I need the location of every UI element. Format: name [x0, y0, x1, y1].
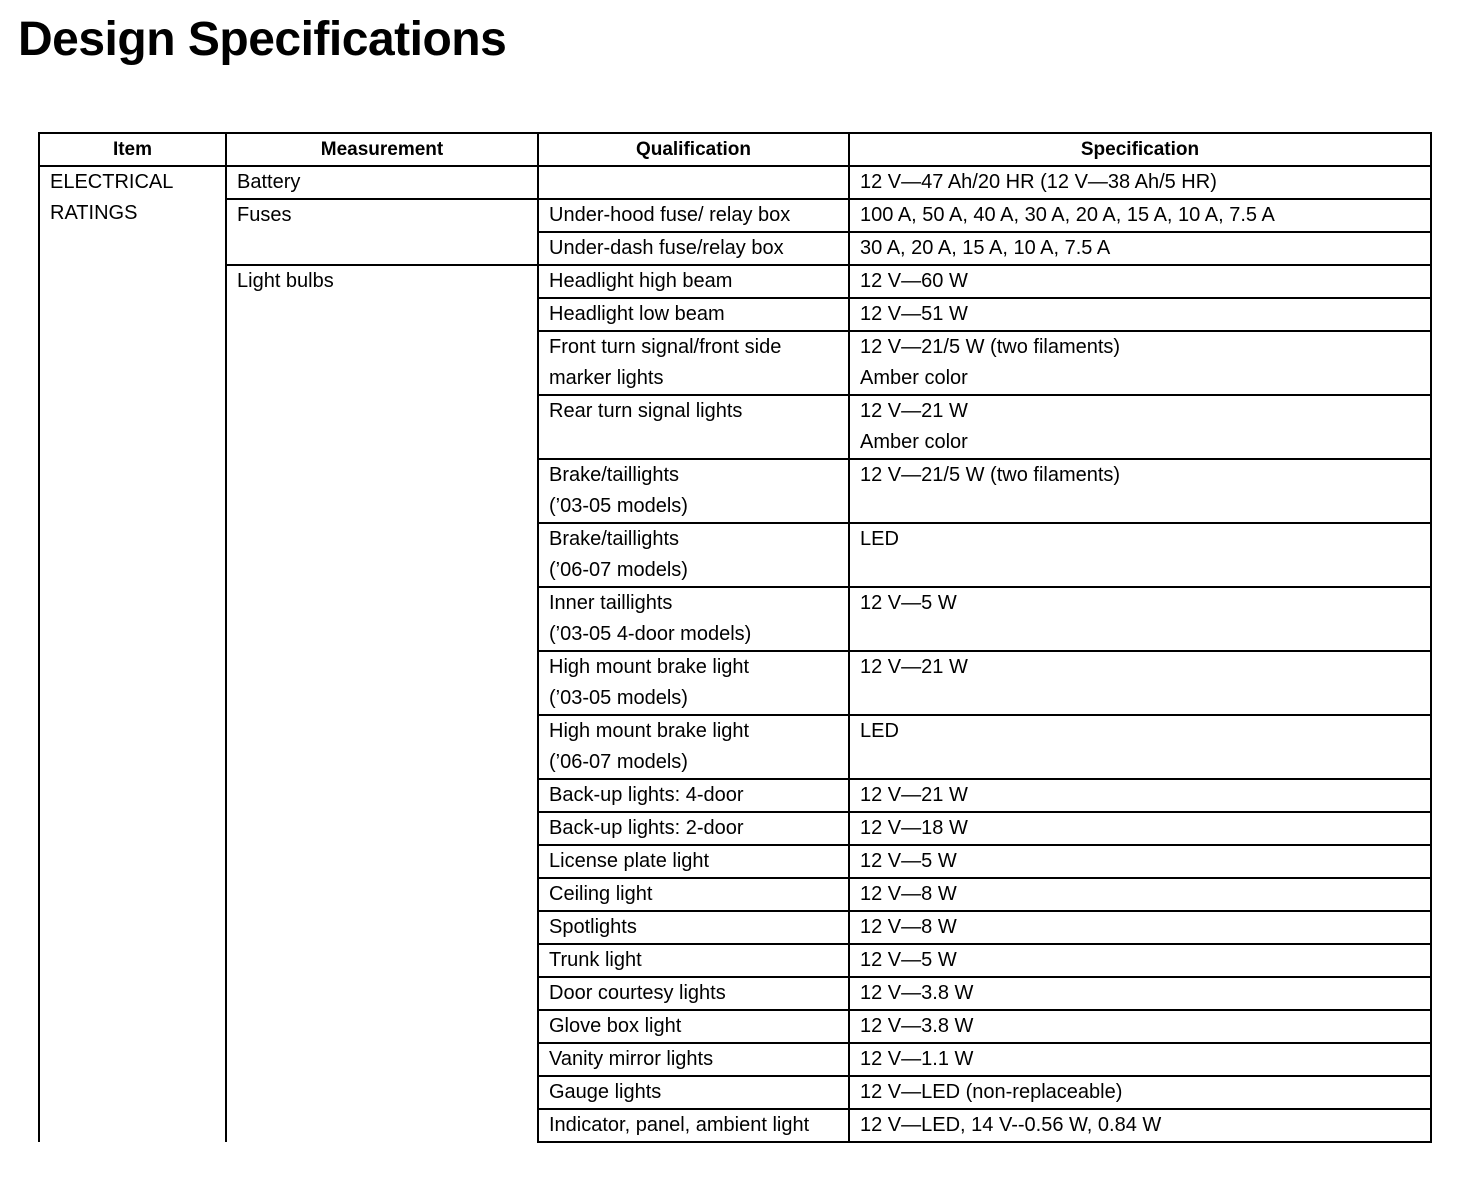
qual-line-1: Brake/taillights: [549, 464, 680, 486]
qualification-cell: [538, 779, 849, 812]
spec-line-1: LED: [860, 528, 899, 550]
qual-line-1: High mount brake light: [549, 720, 750, 742]
spec-line-1: 12 V—21 W: [860, 400, 968, 422]
specification-cell: [849, 232, 1431, 265]
spec-line-2: Amber color: [860, 431, 968, 453]
spec-line-1: LED: [860, 720, 899, 742]
specification-cell: [849, 331, 1431, 395]
specification-cell: [849, 651, 1431, 715]
measurement-fuses: Fuses: [226, 199, 538, 265]
qualification-cell: [538, 944, 849, 977]
qual-line-2: (’03-05 models): [549, 495, 688, 517]
page-title: Design Specifications: [18, 13, 507, 66]
spec-line-1: 12 V—5 W: [860, 592, 957, 614]
spec-line-1: 12 V—47 Ah/20 HR (12 V—38 Ah/5 HR): [860, 171, 1217, 193]
qualification-cell: [538, 1010, 849, 1043]
qual-line-1: Gauge lights: [549, 1081, 662, 1103]
specification-cell: [849, 812, 1431, 845]
item-line-2: RATINGS: [50, 202, 138, 224]
spec-line-1: 12 V—60 W: [860, 270, 968, 292]
item-cell: [39, 166, 226, 1142]
qual-line-1: Glove box light: [549, 1015, 682, 1037]
specification-cell: [849, 911, 1431, 944]
qualification-cell: [538, 1043, 849, 1076]
item-line-1: ELECTRICAL: [50, 171, 174, 193]
qualification-cell: [538, 977, 849, 1010]
specification-cell: [849, 1010, 1431, 1043]
qualification-cell: [538, 459, 849, 523]
specification-cell: [849, 587, 1431, 651]
qual-line-2: (’03-05 4-door models): [549, 623, 752, 645]
qual-line-1: Ceiling light: [549, 883, 653, 905]
qualification-cell: [538, 265, 849, 298]
spec-line-1: 12 V—3.8 W: [860, 982, 974, 1004]
qual-line-2: marker lights: [549, 367, 664, 389]
spec-table: [38, 132, 1432, 1143]
spec-line-1: 12 V—21 W: [860, 784, 968, 806]
qual-line-1: Inner taillights: [549, 592, 673, 614]
qualification-cell: [538, 911, 849, 944]
qual-line-1: Door courtesy lights: [549, 982, 726, 1004]
qualification-cell: [538, 878, 849, 911]
qual-line-1: Rear turn signal lights: [549, 400, 743, 422]
qualification-cell: [538, 199, 849, 232]
qual-line-1: Brake/taillights: [549, 528, 680, 550]
spec-line-1: 12 V—21 W: [860, 656, 968, 678]
qualification-cell: [538, 715, 849, 779]
table-row: [39, 199, 1431, 232]
spec-line-1: 12 V—LED, 14 V--0.56 W, 0.84 W: [860, 1114, 1162, 1136]
specification-cell: [849, 779, 1431, 812]
specification-cell: [849, 1109, 1431, 1142]
qualification-cell: [538, 298, 849, 331]
specification-cell: [849, 265, 1431, 298]
specification-cell: [849, 199, 1431, 232]
qual-line-1: Back-up lights: 2-door: [549, 817, 744, 839]
qual-line-1: Spotlights: [549, 916, 637, 938]
specification-cell: [849, 166, 1431, 199]
qual-line-1: High mount brake light: [549, 656, 750, 678]
specification-cell: [849, 845, 1431, 878]
specification-cell: [849, 298, 1431, 331]
header-item: Item: [39, 133, 226, 166]
spec-line-1: 12 V—8 W: [860, 883, 957, 905]
qualification-cell: [538, 395, 849, 459]
qualification-cell: [538, 651, 849, 715]
spec-line-1: 12 V—1.1 W: [860, 1048, 974, 1070]
spec-line-1: 12 V—5 W: [860, 850, 957, 872]
qual-line-1: License plate light: [549, 850, 710, 872]
qual-line-2: (’06-07 models): [549, 559, 688, 581]
qual-line-1: Back-up lights: 4-door: [549, 784, 744, 806]
qualification-cell: [538, 523, 849, 587]
specification-cell: [849, 523, 1431, 587]
qualification-cell: [538, 1109, 849, 1142]
specification-cell: [849, 944, 1431, 977]
qual-line-1: Front turn signal/front side: [549, 336, 782, 358]
qualification-cell: [538, 845, 849, 878]
qual-line-1: Vanity mirror lights: [549, 1048, 714, 1070]
spec-line-1: 12 V—8 W: [860, 916, 957, 938]
specification-cell: [849, 977, 1431, 1010]
qual-line-1: Under-hood fuse/ relay box: [549, 204, 791, 226]
specification-cell: [849, 1043, 1431, 1076]
qualification-cell: [538, 331, 849, 395]
qualification-cell: [538, 166, 849, 199]
spec-line-1: 30 A, 20 A, 15 A, 10 A, 7.5 A: [860, 237, 1111, 259]
qualification-cell: [538, 812, 849, 845]
qualification-cell: [538, 1076, 849, 1109]
measurement-battery: Battery: [226, 166, 538, 199]
header-specification: Specification: [849, 133, 1431, 166]
measurement-light-bulbs: Light bulbs: [226, 265, 538, 1142]
qual-line-1: Indicator, panel, ambient light: [549, 1114, 810, 1136]
specification-cell: [849, 395, 1431, 459]
spec-line-1: 12 V—18 W: [860, 817, 968, 839]
qual-line-2: (’06-07 models): [549, 751, 688, 773]
spec-line-1: 12 V—3.8 W: [860, 1015, 974, 1037]
qualification-cell: [538, 232, 849, 265]
header-measurement: Measurement: [226, 133, 538, 166]
qual-line-1: Under-dash fuse/relay box: [549, 237, 784, 259]
specification-cell: [849, 459, 1431, 523]
table-row: [39, 166, 1431, 199]
qual-line-2: (’03-05 models): [549, 687, 688, 709]
qualification-cell: [538, 587, 849, 651]
header-qualification: Qualification: [538, 133, 849, 166]
spec-line-2: Amber color: [860, 367, 968, 389]
spec-line-1: 12 V—21/5 W (two filaments): [860, 464, 1121, 486]
specification-cell: [849, 878, 1431, 911]
spec-line-1: 12 V—LED (non-replaceable): [860, 1081, 1123, 1103]
spec-line-1: 12 V—5 W: [860, 949, 957, 971]
table-row: [39, 265, 1431, 298]
qual-line-1: Headlight high beam: [549, 270, 733, 292]
spec-line-1: 100 A, 50 A, 40 A, 30 A, 20 A, 15 A, 10 A, 7.5 A: [860, 204, 1275, 226]
spec-line-1: 12 V—51 W: [860, 303, 968, 325]
specification-cell: [849, 715, 1431, 779]
qual-line-1: Headlight low beam: [549, 303, 725, 325]
header-row: [39, 133, 1431, 166]
qual-line-1: Trunk light: [549, 949, 642, 971]
spec-line-1: 12 V—21/5 W (two filaments): [860, 336, 1121, 358]
specification-cell: [849, 1076, 1431, 1109]
